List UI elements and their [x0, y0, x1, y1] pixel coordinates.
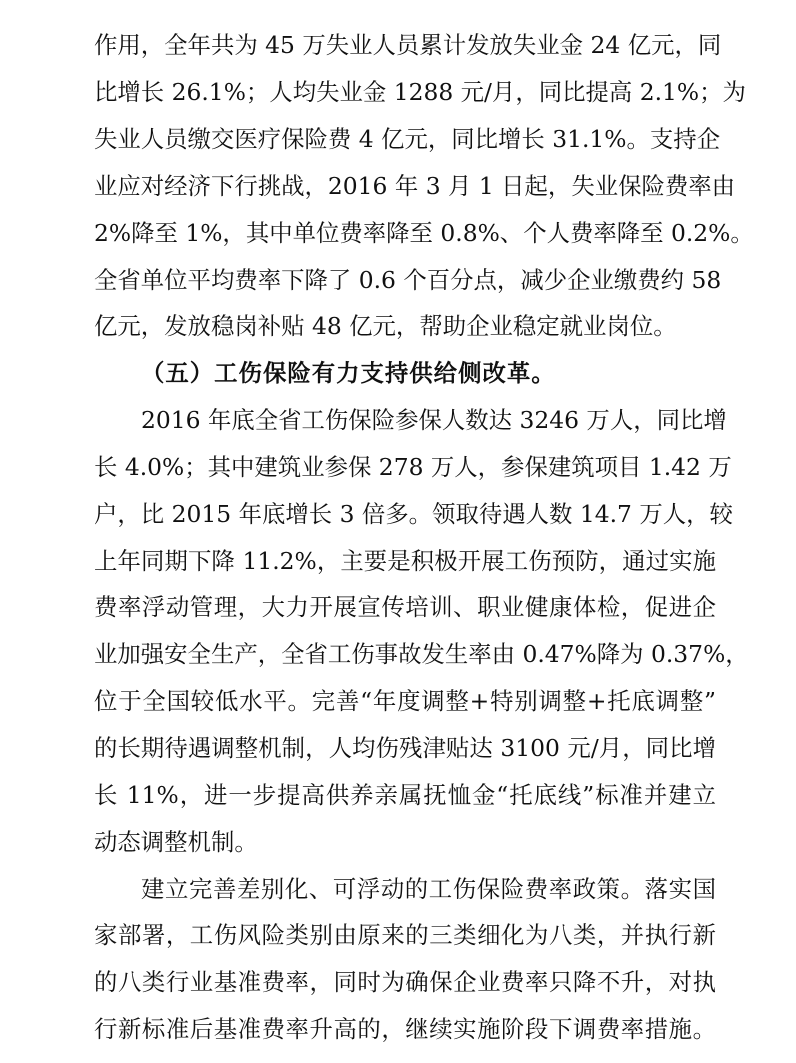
paragraph-line: 动态调整机制。: [94, 828, 258, 856]
paragraph-line: 2%降至 1%，其中单位费率降至 0.8%、个人费率降至 0.2%。: [94, 219, 754, 247]
paragraph-line: 的长期待遇调整机制，人均伤残津贴达 3100 元/月，同比增: [94, 734, 716, 762]
paragraph-line: 长 11%，进一步提高供养亲属抚恤金“托底线”标准并建立: [94, 781, 716, 809]
paragraph-line: 业加强安全生产，全省工伤事故发生率由 0.47%降为 0.37%，: [94, 640, 749, 668]
section-heading: （五）工伤保险有力支持供给侧改革。: [141, 359, 556, 387]
paragraph-line: 亿元，发放稳岗补贴 48 亿元，帮助企业稳定就业岗位。: [94, 312, 677, 340]
paragraph-line: 2016 年底全省工伤保险参保人数达 3246 万人，同比增: [141, 406, 727, 434]
paragraph-line: 行新标准后基准费率升高的，继续实施阶段下调费率措施。: [94, 1015, 716, 1043]
paragraph-line: 失业人员缴交医疗保险费 4 亿元，同比增长 31.1%。支持企: [94, 125, 721, 153]
paragraph-line: 户，比 2015 年底增长 3 倍多。领取待遇人数 14.7 万人，较: [94, 500, 733, 528]
paragraph-line: 全省单位平均费率下降了 0.6 个百分点，减少企业缴费约 58: [94, 266, 722, 294]
paragraph-line: 作用，全年共为 45 万失业人员累计发放失业金 24 亿元，同: [94, 31, 722, 59]
paragraph-line: 业应对经济下行挑战，2016 年 3 月 1 日起，失业保险费率由: [94, 172, 736, 200]
paragraph-line: 的八类行业基准费率，同时为确保企业费率只降不升，对执: [94, 968, 716, 996]
paragraph-line: 家部署，工伤风险类别由原来的三类细化为八类，并执行新: [94, 921, 716, 949]
paragraph-line: 长 4.0%；其中建筑业参保 278 万人，参保建筑项目 1.42 万: [94, 453, 732, 481]
paragraph-line: 费率浮动管理，大力开展宣传培训、职业健康体检，促进企: [94, 593, 716, 621]
paragraph-line: 建立完善差别化、可浮动的工伤保险费率政策。落实国: [141, 875, 716, 903]
paragraph-line: 位于全国较低水平。完善“年度调整+特别调整+托底调整”: [94, 687, 716, 715]
paragraph-line: 上年同期下降 11.2%，主要是积极开展工伤预防，通过实施: [94, 547, 716, 575]
paragraph-line: 比增长 26.1%；人均失业金 1288 元/月，同比提高 2.1%；为: [94, 78, 746, 106]
